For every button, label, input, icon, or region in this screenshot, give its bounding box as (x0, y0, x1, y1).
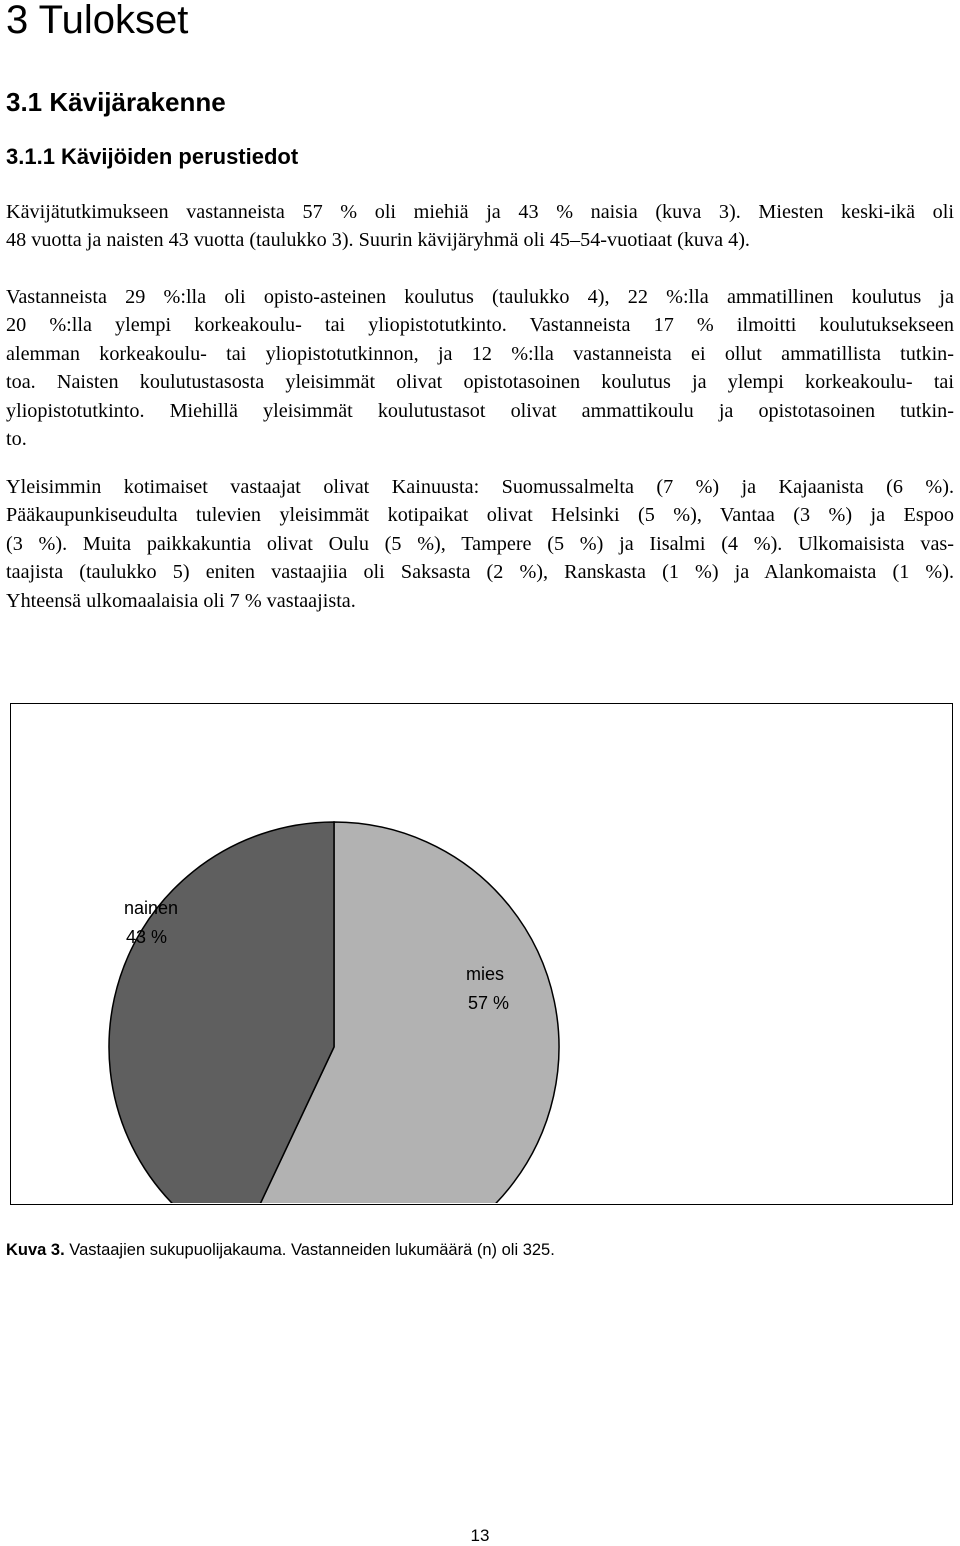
pie-chart-frame (10, 703, 953, 1205)
text-line: yliopistotutkinto. Miehillä yleisimmät koulutustasot olivat ammattikoulu ja opistotasoinen tutkin- (6, 399, 954, 422)
text-line: (3 %). Muita paikkakuntia olivat Oulu (5 %), Tampere (5 %) ja Iisalmi (4 %). Ulkomaisista vas- (6, 532, 954, 555)
text-line: alemman korkeakoulu- tai yliopistotutkinnon, ja 12 %:lla vastanneista ei ollut ammatillista tutkin- (6, 342, 954, 365)
figure-caption (6, 1239, 555, 1261)
text-line: Vastanneista 29 %:lla oli opisto-asteinen koulutus (taulukko 4), 22 %:lla ammatillinen koulutus ja (6, 286, 954, 308)
text-line: Pääkaupunkiseudulta tulevien yleisimmät kotipaikat olivat Helsinki (5 %), Vantaa (3 %) ja Espoo (6, 504, 954, 527)
paragraph-education (6, 283, 954, 453)
section-heading: 3.1 Kävijärakenne (6, 87, 226, 117)
text-line: 48 vuotta ja naisten 43 vuotta (taulukko 3). Suurin kävijäryhmä oli 45–54-vuotiaat (kuva 4). (6, 229, 750, 252)
text-line: Yleisimmin kotimaiset vastaajat olivat Kainuusta: Suomussalmelta (7 %) ja Kajaanista (6 %). (6, 476, 954, 498)
page-number: 13 (470, 1526, 490, 1545)
text-line: 20 %:lla ylempi korkeakoulu- tai yliopistotutkinto. Vastanneista 17 % ilmoitti koulutuksekseen (6, 314, 954, 337)
paragraph-home-region (6, 473, 954, 615)
text-line: taajista (taulukko 5) eniten vastaajiia oli Saksasta (2 %), Ranskasta (1 %) ja Alankomaista (1 %). (6, 561, 954, 584)
caption-text: Vastaajien sukupuolijakauma. Vastanneiden lukumäärä (n) oli 325. (64, 1241, 555, 1259)
text-line: Kävijätutkimukseen vastanneista 57 % oli miehiä ja 43 % naisia (kuva 3). Miesten keski-ikä oli (6, 201, 954, 223)
text-line: toa. Naisten koulutustasosta yleisimmät olivat opistotasoinen koulutus ja ylempi korkeakoulu- tai (6, 371, 954, 394)
slice-label-nainen: nainen (124, 898, 179, 918)
slice-label-mies: mies (466, 964, 505, 984)
caption-label: Kuva 3. (6, 1241, 65, 1259)
pie-chart (11, 704, 951, 1203)
text-line: Yhteensä ulkomaalaisia oli 7 % vastaajista. (6, 589, 356, 612)
text-line: to. (6, 428, 27, 451)
slice-value-label-nainen: 43 % (126, 927, 168, 947)
page-heading-main: 3 Tulokset (6, 0, 189, 42)
paragraph-gender-age (6, 198, 954, 255)
subsection-heading: 3.1.1 Kävijöiden perustiedot (6, 144, 299, 169)
slice-value-label-mies: 57 % (468, 993, 510, 1013)
